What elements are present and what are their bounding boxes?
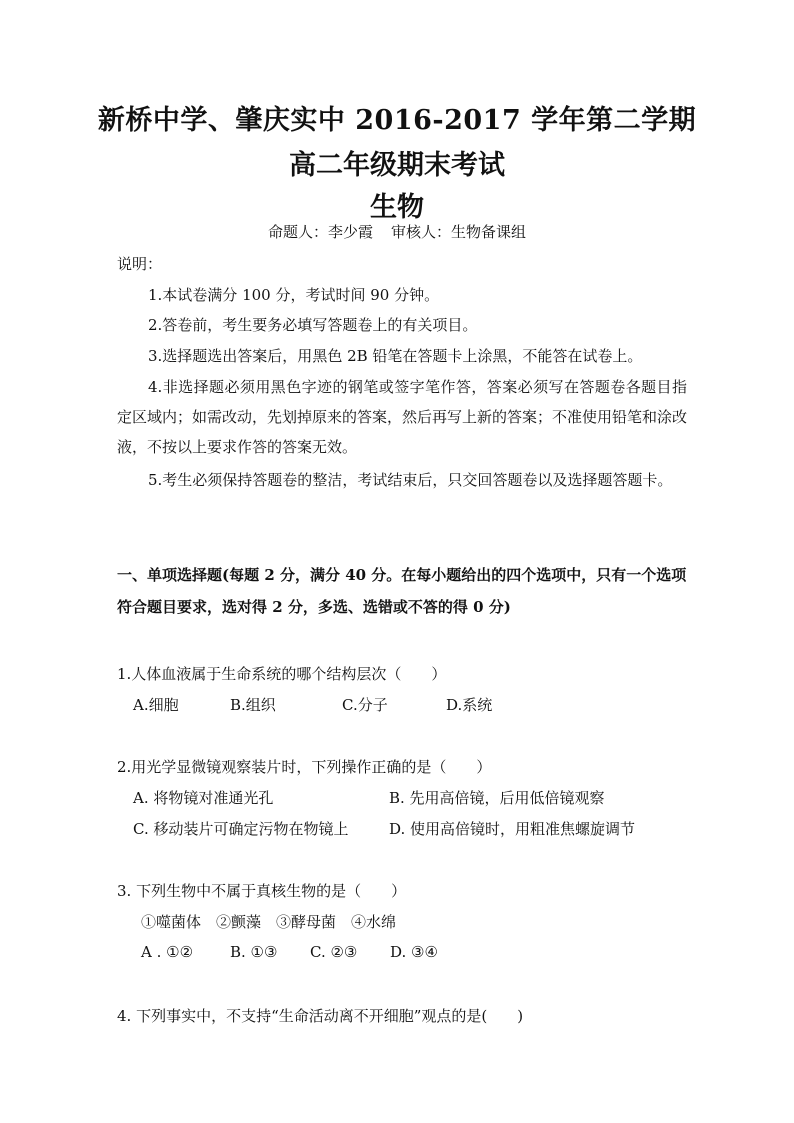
option-c: C. 移动装片可确定污物在物镜上 xyxy=(133,820,349,838)
instruction-item: 2.答卷前，考生要务必填写答题卷上的有关项目。 xyxy=(148,316,478,334)
instruction-item: 5.考生必须保持答题卷的整洁，考试结束后，只交回答题卷以及选择题答题卡。 xyxy=(148,471,673,489)
option-b: B.组织 xyxy=(230,696,276,714)
setter-label: 命题人：李少霞 xyxy=(267,223,373,241)
instruction-item: 4.非选择题必须用黑色字迹的钢笔或签字笔作答，答案必须写在答题卷各题目指定区域内；如需改动，先划掉原来的答案，然后再写上新的答案；不准使用铅笔和涂改液，不按以上要求作答的答案无效。 xyxy=(117,378,688,456)
section-heading: 一、单项选择题(每题 2 分，满分 40 分。在每小题给出的四个选项中，只有一个选项符合题目要求，选对得 2 分，多选、选错或不答的得 0 分) xyxy=(117,566,687,616)
option-a: A. 将物镜对准通光孔 xyxy=(133,789,274,807)
instruction-item: 1.本试卷满分 100 分，考试时间 90 分钟。 xyxy=(148,286,440,304)
authors-line xyxy=(0,221,794,242)
question-stem: 1.人体血液属于生命系统的哪个结构层次（ ） xyxy=(117,665,447,683)
option-d: D.系统 xyxy=(446,696,493,714)
option-d: D. 使用高倍镜时，用粗准焦螺旋调节 xyxy=(389,820,636,838)
option-b: B. ①③ xyxy=(230,943,278,961)
instructions-label: 说明： xyxy=(117,255,163,273)
option-b: B. 先用高倍镜，后用低倍镜观察 xyxy=(389,789,605,807)
option-d: D. ③④ xyxy=(390,943,438,961)
option-c: C.分子 xyxy=(342,696,388,714)
instruction-item: 3.选择题选出答案后，用黑色 2B 铅笔在答题卡上涂黑，不能答在试卷上。 xyxy=(148,347,643,365)
question-stem: 3. 下列生物中不属于真核生物的是（ ） xyxy=(117,882,407,900)
option-a: A.细胞 xyxy=(133,696,179,714)
option-a: A . ①② xyxy=(141,943,194,961)
question-items: ①噬菌体 ②颤藻 ③酵母菌 ④水绵 xyxy=(141,913,397,931)
exam-subtitle: 高二年级期末考试 xyxy=(289,150,505,181)
question-stem: 4. 下列事实中，不支持“生命活动离不开细胞”观点的是( ) xyxy=(117,1007,524,1025)
exam-subject: 生物 xyxy=(370,192,424,223)
exam-title: 新桥中学、肇庆实中 2016-2017 学年第二学期 xyxy=(97,105,697,136)
question-stem: 2.用光学显微镜观察装片时，下列操作正确的是（ ） xyxy=(117,758,492,776)
reviewer-label: 审核人：生物备课组 xyxy=(391,223,527,241)
option-c: C. ②③ xyxy=(310,943,358,961)
